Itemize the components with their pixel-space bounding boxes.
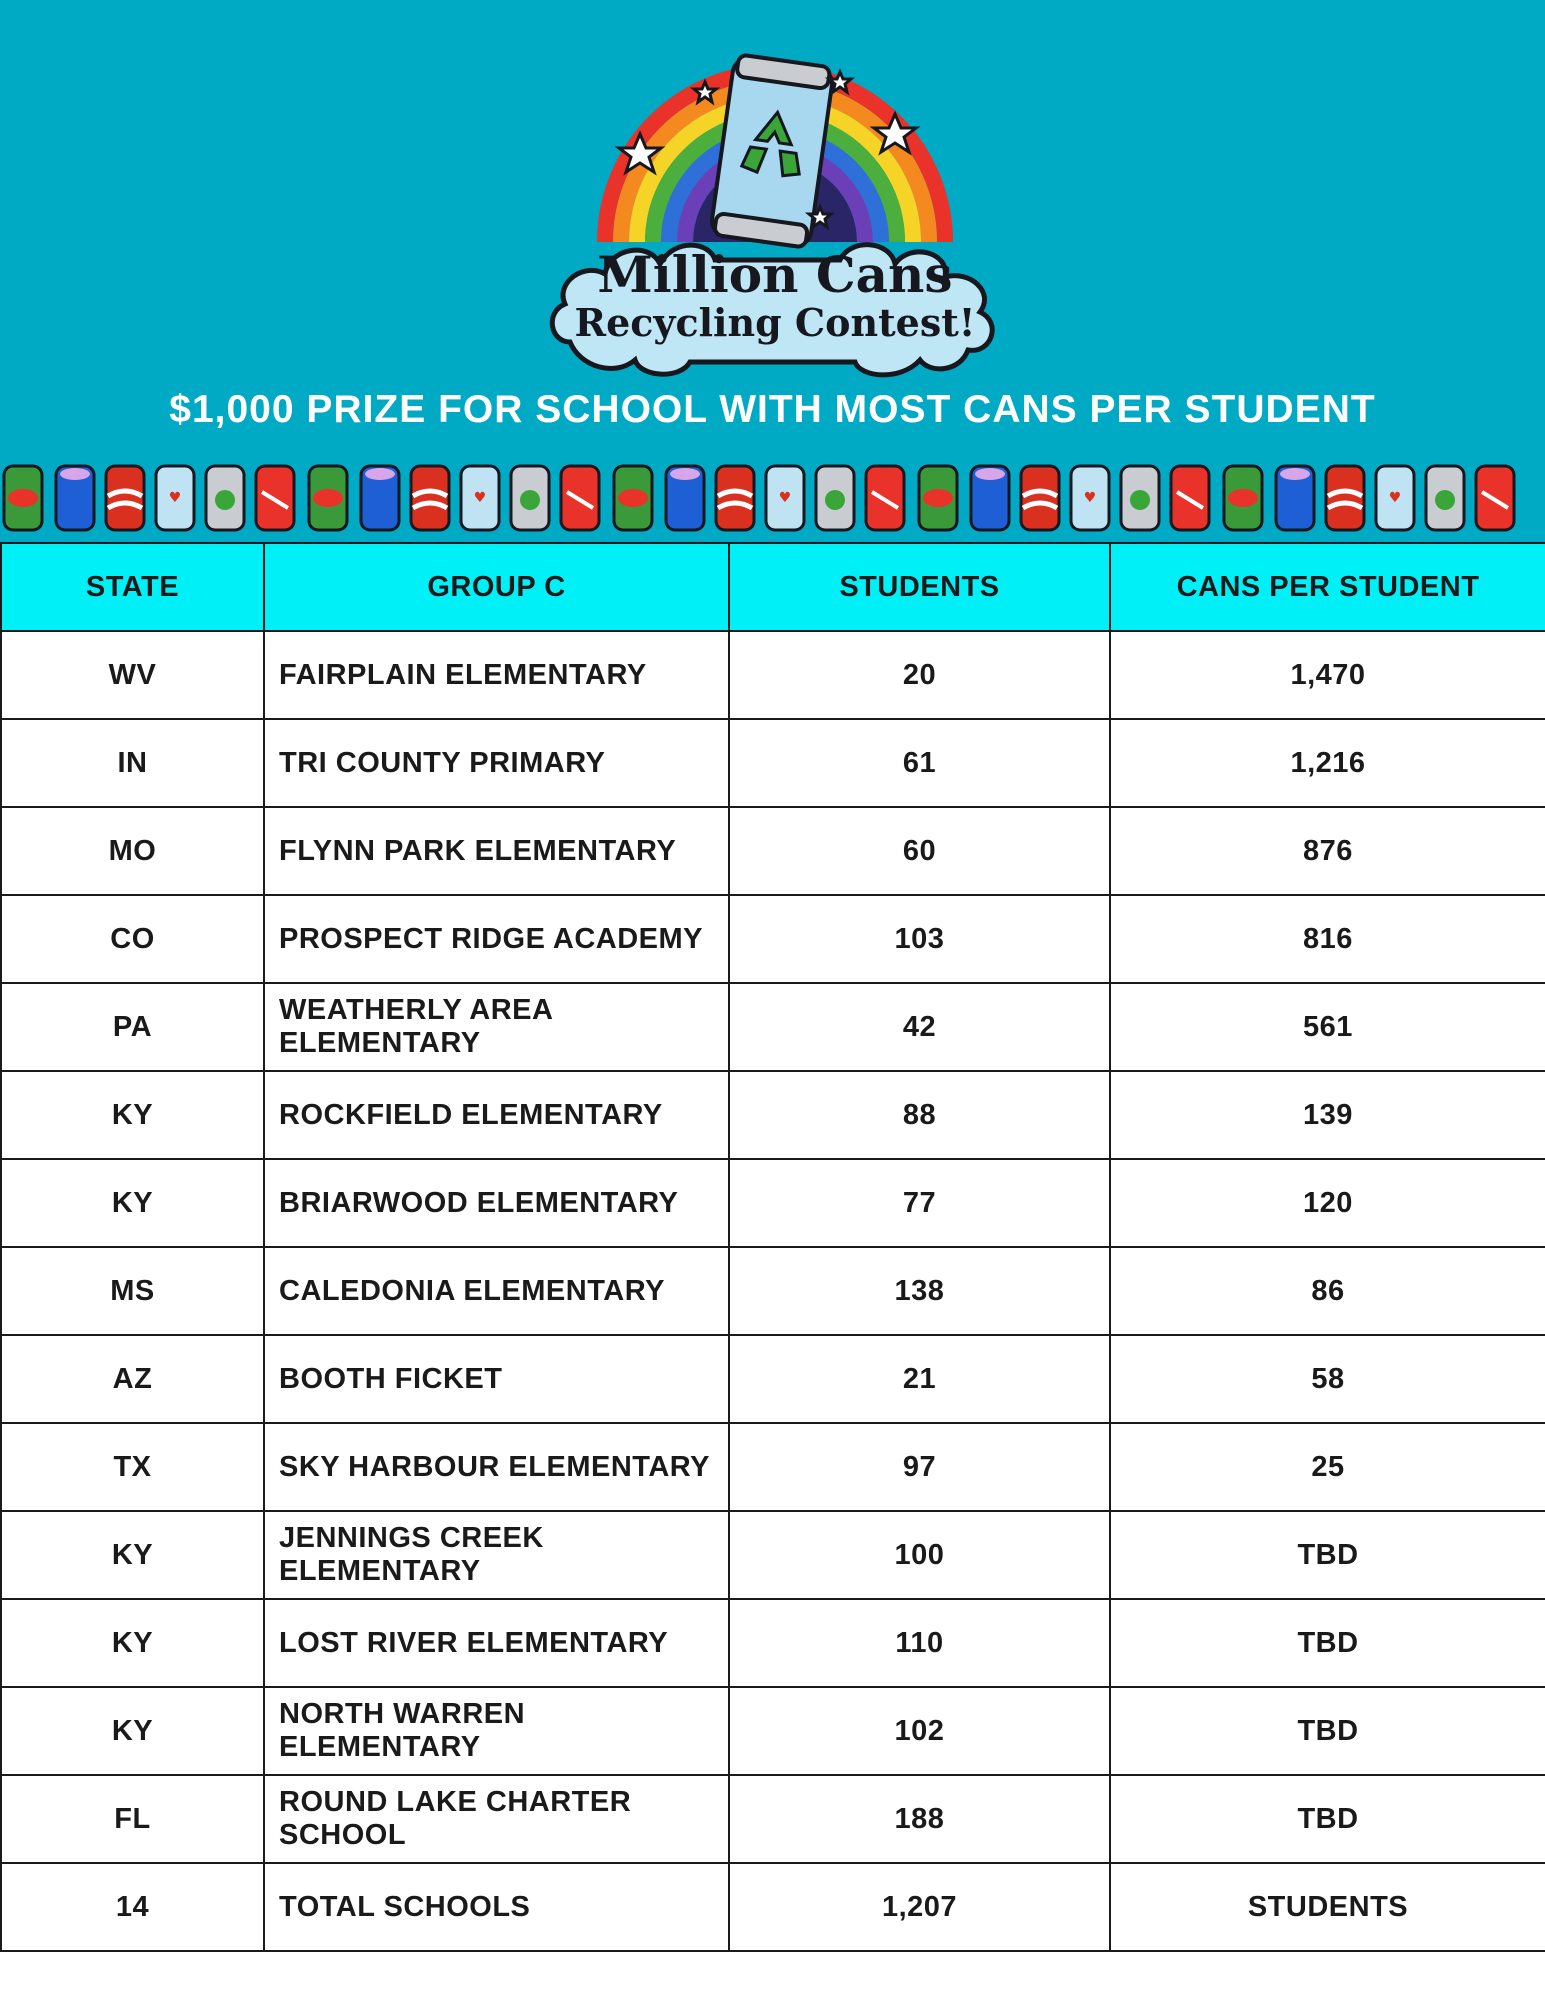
cell-school: FAIRPLAIN ELEMENTARY [264,631,729,719]
cell-total-count: 14 [1,1863,264,1951]
cell-state: KY [1,1511,264,1599]
cell-school: LOST RIVER ELEMENTARY [264,1599,729,1687]
cell-school: SKY HARBOUR ELEMENTARY [264,1423,729,1511]
table-row [1,807,1545,895]
prize-headline: $1,000 PRIZE FOR SCHOOL WITH MOST CANS PER STUDENT [169,388,1376,431]
cell-school: ROCKFIELD ELEMENTARY [264,1071,729,1159]
cell-students: 21 [729,1335,1110,1423]
cell-students: 102 [729,1687,1110,1775]
cell-cans: 1,470 [1110,631,1545,719]
cell-cans: 120 [1110,1159,1545,1247]
cell-state: WV [1,631,264,719]
cell-state: KY [1,1599,264,1687]
cell-cans: 86 [1110,1247,1545,1335]
cell-cans: 25 [1110,1423,1545,1511]
soda-can-green-icon [4,466,42,530]
cell-cans: 58 [1110,1335,1545,1423]
cell-school: JENNINGS CREEK ELEMENTARY [264,1511,729,1599]
cell-school: CALEDONIA ELEMENTARY [264,1247,729,1335]
table-row [1,1247,1545,1335]
svg-text:♥: ♥ [168,490,182,506]
cell-students: 60 [729,807,1110,895]
cell-cans: 816 [1110,895,1545,983]
table-header-row [1,543,1545,631]
logo-title [540,245,1010,345]
table-row [1,1159,1545,1247]
cell-students: 20 [729,631,1110,719]
table-row [1,1511,1545,1599]
header-state: STATE [1,543,264,631]
soda-can-heart-icon [156,466,194,530]
cell-students: 42 [729,983,1110,1071]
header-banner [0,0,1545,542]
cell-students: 100 [729,1511,1110,1599]
cell-school: TRI COUNTY PRIMARY [264,719,729,807]
cell-state: KY [1,1687,264,1775]
cell-students: 97 [729,1423,1110,1511]
table-row [1,983,1545,1071]
cell-school: WEATHERLY AREA ELEMENTARY [264,983,729,1071]
table-row [1,1599,1545,1687]
table-row [1,895,1545,983]
cell-state: KY [1,1159,264,1247]
cell-total-label: TOTAL SCHOOLS [264,1863,729,1951]
table-row [1,719,1545,807]
cell-state: MS [1,1247,264,1335]
cell-school: PROSPECT RIDGE ACADEMY [264,895,729,983]
cell-students: 138 [729,1247,1110,1335]
cell-students: 61 [729,719,1110,807]
cell-cans: TBD [1110,1599,1545,1687]
cell-school: BOOTH FICKET [264,1335,729,1423]
table-row [1,1071,1545,1159]
table-row [1,1423,1545,1511]
can-strip [0,462,1545,534]
soda-can-recycle-icon [206,466,244,530]
cell-state: AZ [1,1335,264,1423]
cell-state: TX [1,1423,264,1511]
logo-title-line1: Million Cans [597,245,953,304]
table-total-row [1,1863,1545,1951]
table-row [1,1687,1545,1775]
cell-school: NORTH WARREN ELEMENTARY [264,1687,729,1775]
cell-state: IN [1,719,264,807]
cell-cans: TBD [1110,1687,1545,1775]
cell-total-unit: STUDENTS [1110,1863,1545,1951]
cell-school: BRIARWOOD ELEMENTARY [264,1159,729,1247]
table-row [1,1335,1545,1423]
cell-cans: TBD [1110,1511,1545,1599]
cell-state: FL [1,1775,264,1863]
results-table [0,542,1545,1952]
cell-students: 88 [729,1071,1110,1159]
table-row [1,631,1545,719]
cell-school: FLYNN PARK ELEMENTARY [264,807,729,895]
logo-title-line2: Recycling Contest! [574,300,976,345]
cell-students: 188 [729,1775,1110,1863]
cell-state: PA [1,983,264,1071]
header-cans-per-student: CANS PER STUDENT [1110,543,1545,631]
cell-cans: 876 [1110,807,1545,895]
header-students: STUDENTS [729,543,1110,631]
cell-state: MO [1,807,264,895]
cell-total-students: 1,207 [729,1863,1110,1951]
cell-cans: 139 [1110,1071,1545,1159]
soda-can-cola-icon [256,466,294,530]
cell-students: 110 [729,1599,1110,1687]
cell-state: KY [1,1071,264,1159]
soda-can-red-wave-icon [106,466,144,530]
cell-state: CO [1,895,264,983]
cell-school: ROUND LAKE CHARTER SCHOOL [264,1775,729,1863]
cell-cans: 561 [1110,983,1545,1071]
soda-can-blue-icon [56,466,94,530]
header-group: GROUP C [264,543,729,631]
cell-students: 103 [729,895,1110,983]
table-row [1,1775,1545,1863]
cell-students: 77 [729,1159,1110,1247]
cell-cans: 1,216 [1110,719,1545,807]
cell-cans: TBD [1110,1775,1545,1863]
